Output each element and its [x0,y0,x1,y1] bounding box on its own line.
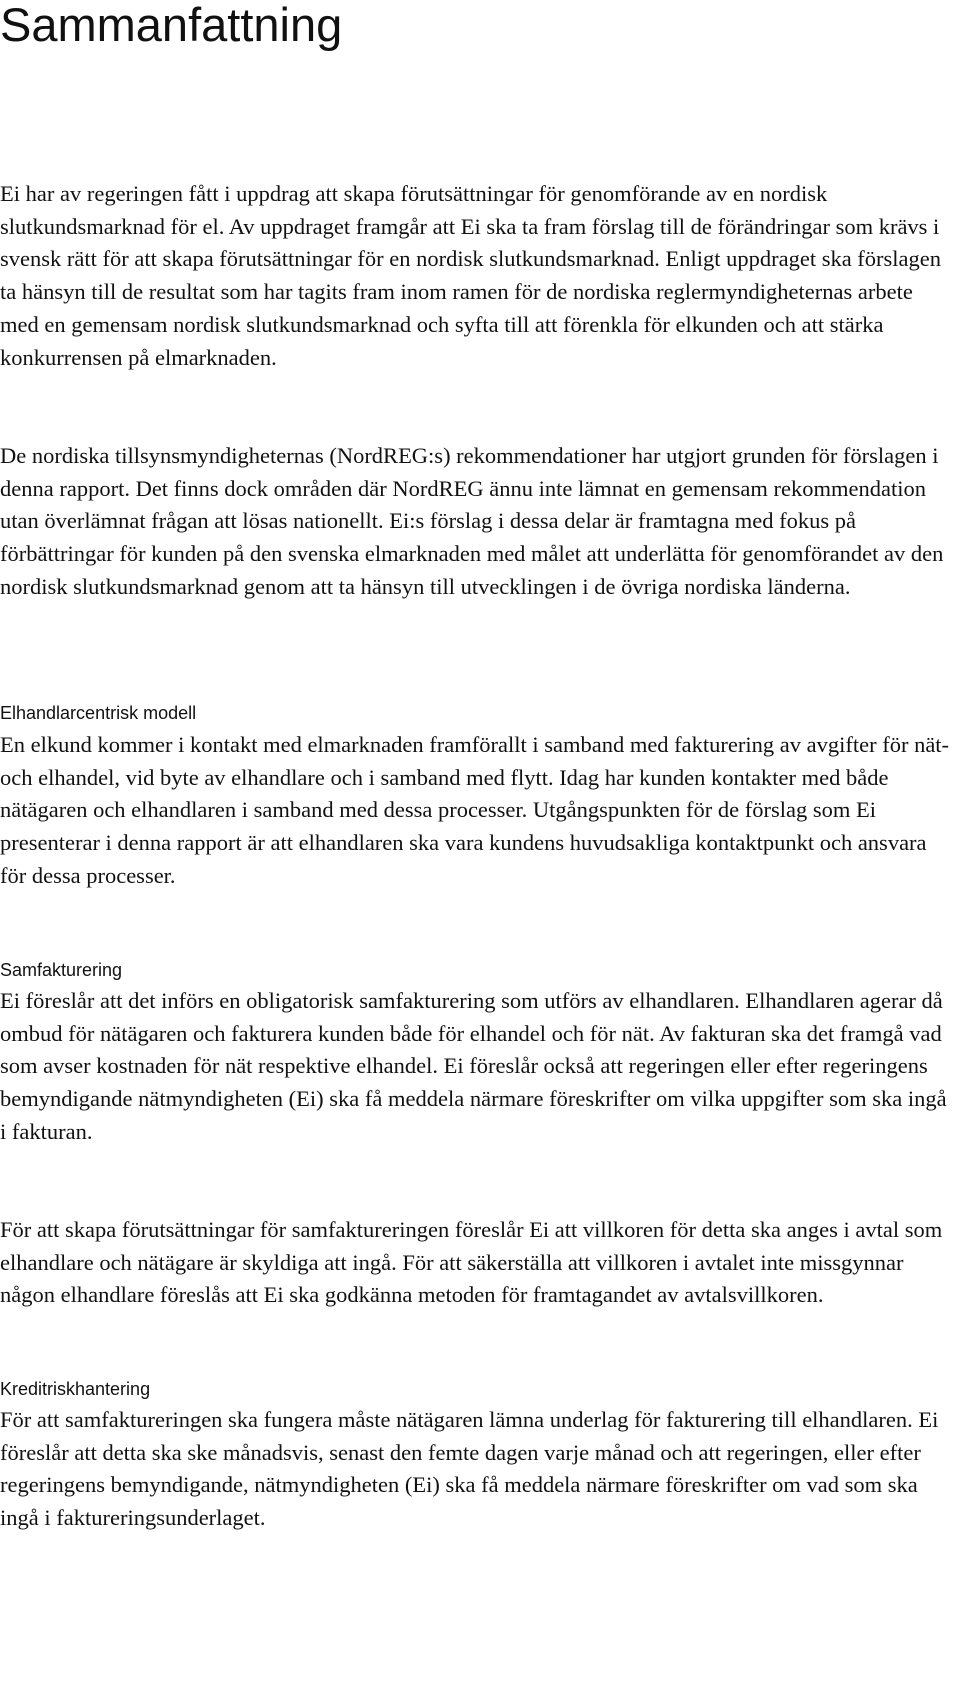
section-paragraph: För att skapa förutsättningar för samfaktureringen föreslår Ei att villkoren för detta ska anges i avtal som elhandlare och nätägare är skyldiga att ingå. För att säkerställa att villkoren i avtalet inte missgynnar någon elhandlare föreslås att Ei ska godkänna metoden för framtagandet av avtalsvillkoren. [0,1217,943,1308]
intro-paragraph: De nordiska tillsynsmyndigheternas (NordREG:s) rekommendationer har utgjort grunden för förslagen i denna rapport. Det finns dock områden där NordREG ännu inte lämnat en gemensam rekommendation utan överlämnat frågan att lösas nationellt. Ei:s förslag i dessa delar är framtagna med fokus på förbättringar för kunden på den svenska elmarknaden med målet att underlätta för genomförandet av den nordisk slutkundsmarknad genom att ta hänsyn till utvecklingen i de övriga nordiska länderna. [0,443,944,599]
section-heading-elhandlarcentrisk-modell: Elhandlarcentrisk modell [0,703,197,723]
section-kreditriskhantering-body [0,1404,952,1535]
intro-paragraph: Ei har av regeringen fått i uppdrag att skapa förutsättningar för genomförande av en nordisk slutkundsmarknad för el. Av uppdraget framgår att Ei ska ta fram förslag till de förändringar som krävs i svensk rätt för att skapa förutsättningar för en nordisk slutkundsmarknad. Enligt uppdraget ska förslagen ta hänsyn till de resultat som har tagits fram inom ramen för de nordiska reglermyndigheternas arbete med en gemensam nordisk slutkundsmarknad och syfta till att förenkla för elkunden och att stärka konkurrensen på elmarknaden. [0,181,942,370]
section-paragraph: För att samfaktureringen ska fungera måste nätägaren lämna underlag för fakturering till elhandlaren. Ei föreslår att detta ska ske månadsvis, senast den femte dagen varje månad och att regeringen, eller efter regeringens bemyndigande, nätmyndigheten (Ei) ska få meddela närmare föreskrifter om vad som ska ingå i faktureringsunderlaget. [0,1407,939,1531]
page-title: Sammanfattning [0,0,343,51]
section-heading-samfakturering: Samfakturering [0,960,123,980]
section-heading-kreditriskhantering: Kreditriskhantering [0,1379,151,1399]
section-paragraph: Ei föreslår att det införs en obligatorisk samfakturering som utförs av elhandlaren. Elhandlaren agerar då ombud för nätägaren och fakturera kunden både för elhandel och för nät. Av fakturan ska det framgå vad som avser kostnaden för nät respektive elhandel. Ei föreslår också att regeringen eller efter regeringens bemyndigande nätmyndigheten (Ei) ska få meddela närmare föreskrifter om vilka uppgifter som ska ingå i fakturan. [0,988,947,1144]
section-samfakturering-body-1 [0,985,952,1149]
intro-paragraph-1-block [0,178,952,374]
section-samfakturering-body-2 [0,1214,952,1312]
section-paragraph: En elkund kommer i kontakt med elmarknaden framförallt i samband med fakturering av avgifter för nät- och elhandel, vid byte av elhandlare och i samband med flytt. Idag har kunden kontakter med både nätägaren och elhandlaren i samband med dessa processer. Utgångspunkten för de förslag som Ei presenterar i denna rapport är att elhandlaren ska vara kundens huvudsakliga kontaktpunkt och ansvara för dessa processer. [0,732,950,888]
intro-paragraph-2-block [0,440,952,604]
section-elhandlarcentrisk-modell-body [0,729,952,893]
